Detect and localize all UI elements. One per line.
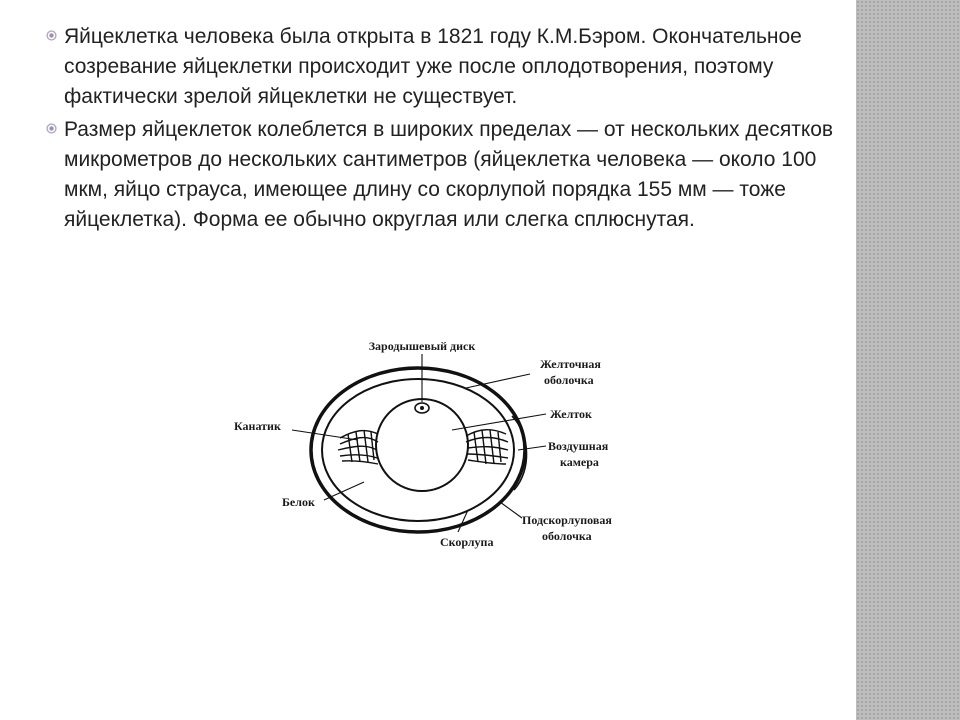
bullet-text: Яйцеклетка человека была открыта в 1821 году К.М.Бэром. Окончательное созревание яйцеклетки происходит уже после оплодотворения, поэтому фактически зрелой яйцеклетки не существует. <box>64 25 802 108</box>
label-chalaza: Канатик <box>234 419 281 433</box>
egg-structure-diagram <box>230 330 650 560</box>
bullet-list <box>44 22 844 235</box>
label-air-cell-line2: камера <box>560 455 599 469</box>
label-yolk: Желток <box>550 407 592 421</box>
label-germinal-disc: Зародышевый диск <box>368 339 476 353</box>
right-chalaza <box>466 430 508 464</box>
ring-bullet-icon <box>46 30 57 41</box>
label-shell: Скорлупа <box>440 535 494 549</box>
left-chalaza <box>338 430 378 464</box>
slide-content <box>44 22 844 238</box>
label-vitelline-membrane-line2: оболочка <box>544 373 594 387</box>
label-air-cell: Воздушная <box>548 439 609 453</box>
label-shell-membrane: Подскорлуповая <box>522 513 612 527</box>
bullet-item <box>44 22 844 112</box>
label-albumen: Белок <box>282 495 315 509</box>
ring-bullet-icon <box>46 123 57 134</box>
bullet-item <box>44 115 844 235</box>
decorative-side-strip <box>856 0 960 720</box>
label-vitelline-membrane: Желточная <box>540 357 601 371</box>
egg-diagram-svg <box>230 330 650 560</box>
bullet-text: Размер яйцеклеток колеблется в широких пределах — от нескольких десятков микрометров до нескольких сантиметров (яйцеклетка человека — около 100 мкм, яйцо страуса, имеющее длину со скорлупой порядка 155 мм — тоже яйцеклетка). Форма ее обычно округлая или слегка сплюснутая. <box>64 118 834 231</box>
label-shell-membrane-line2: оболочка <box>542 529 592 543</box>
